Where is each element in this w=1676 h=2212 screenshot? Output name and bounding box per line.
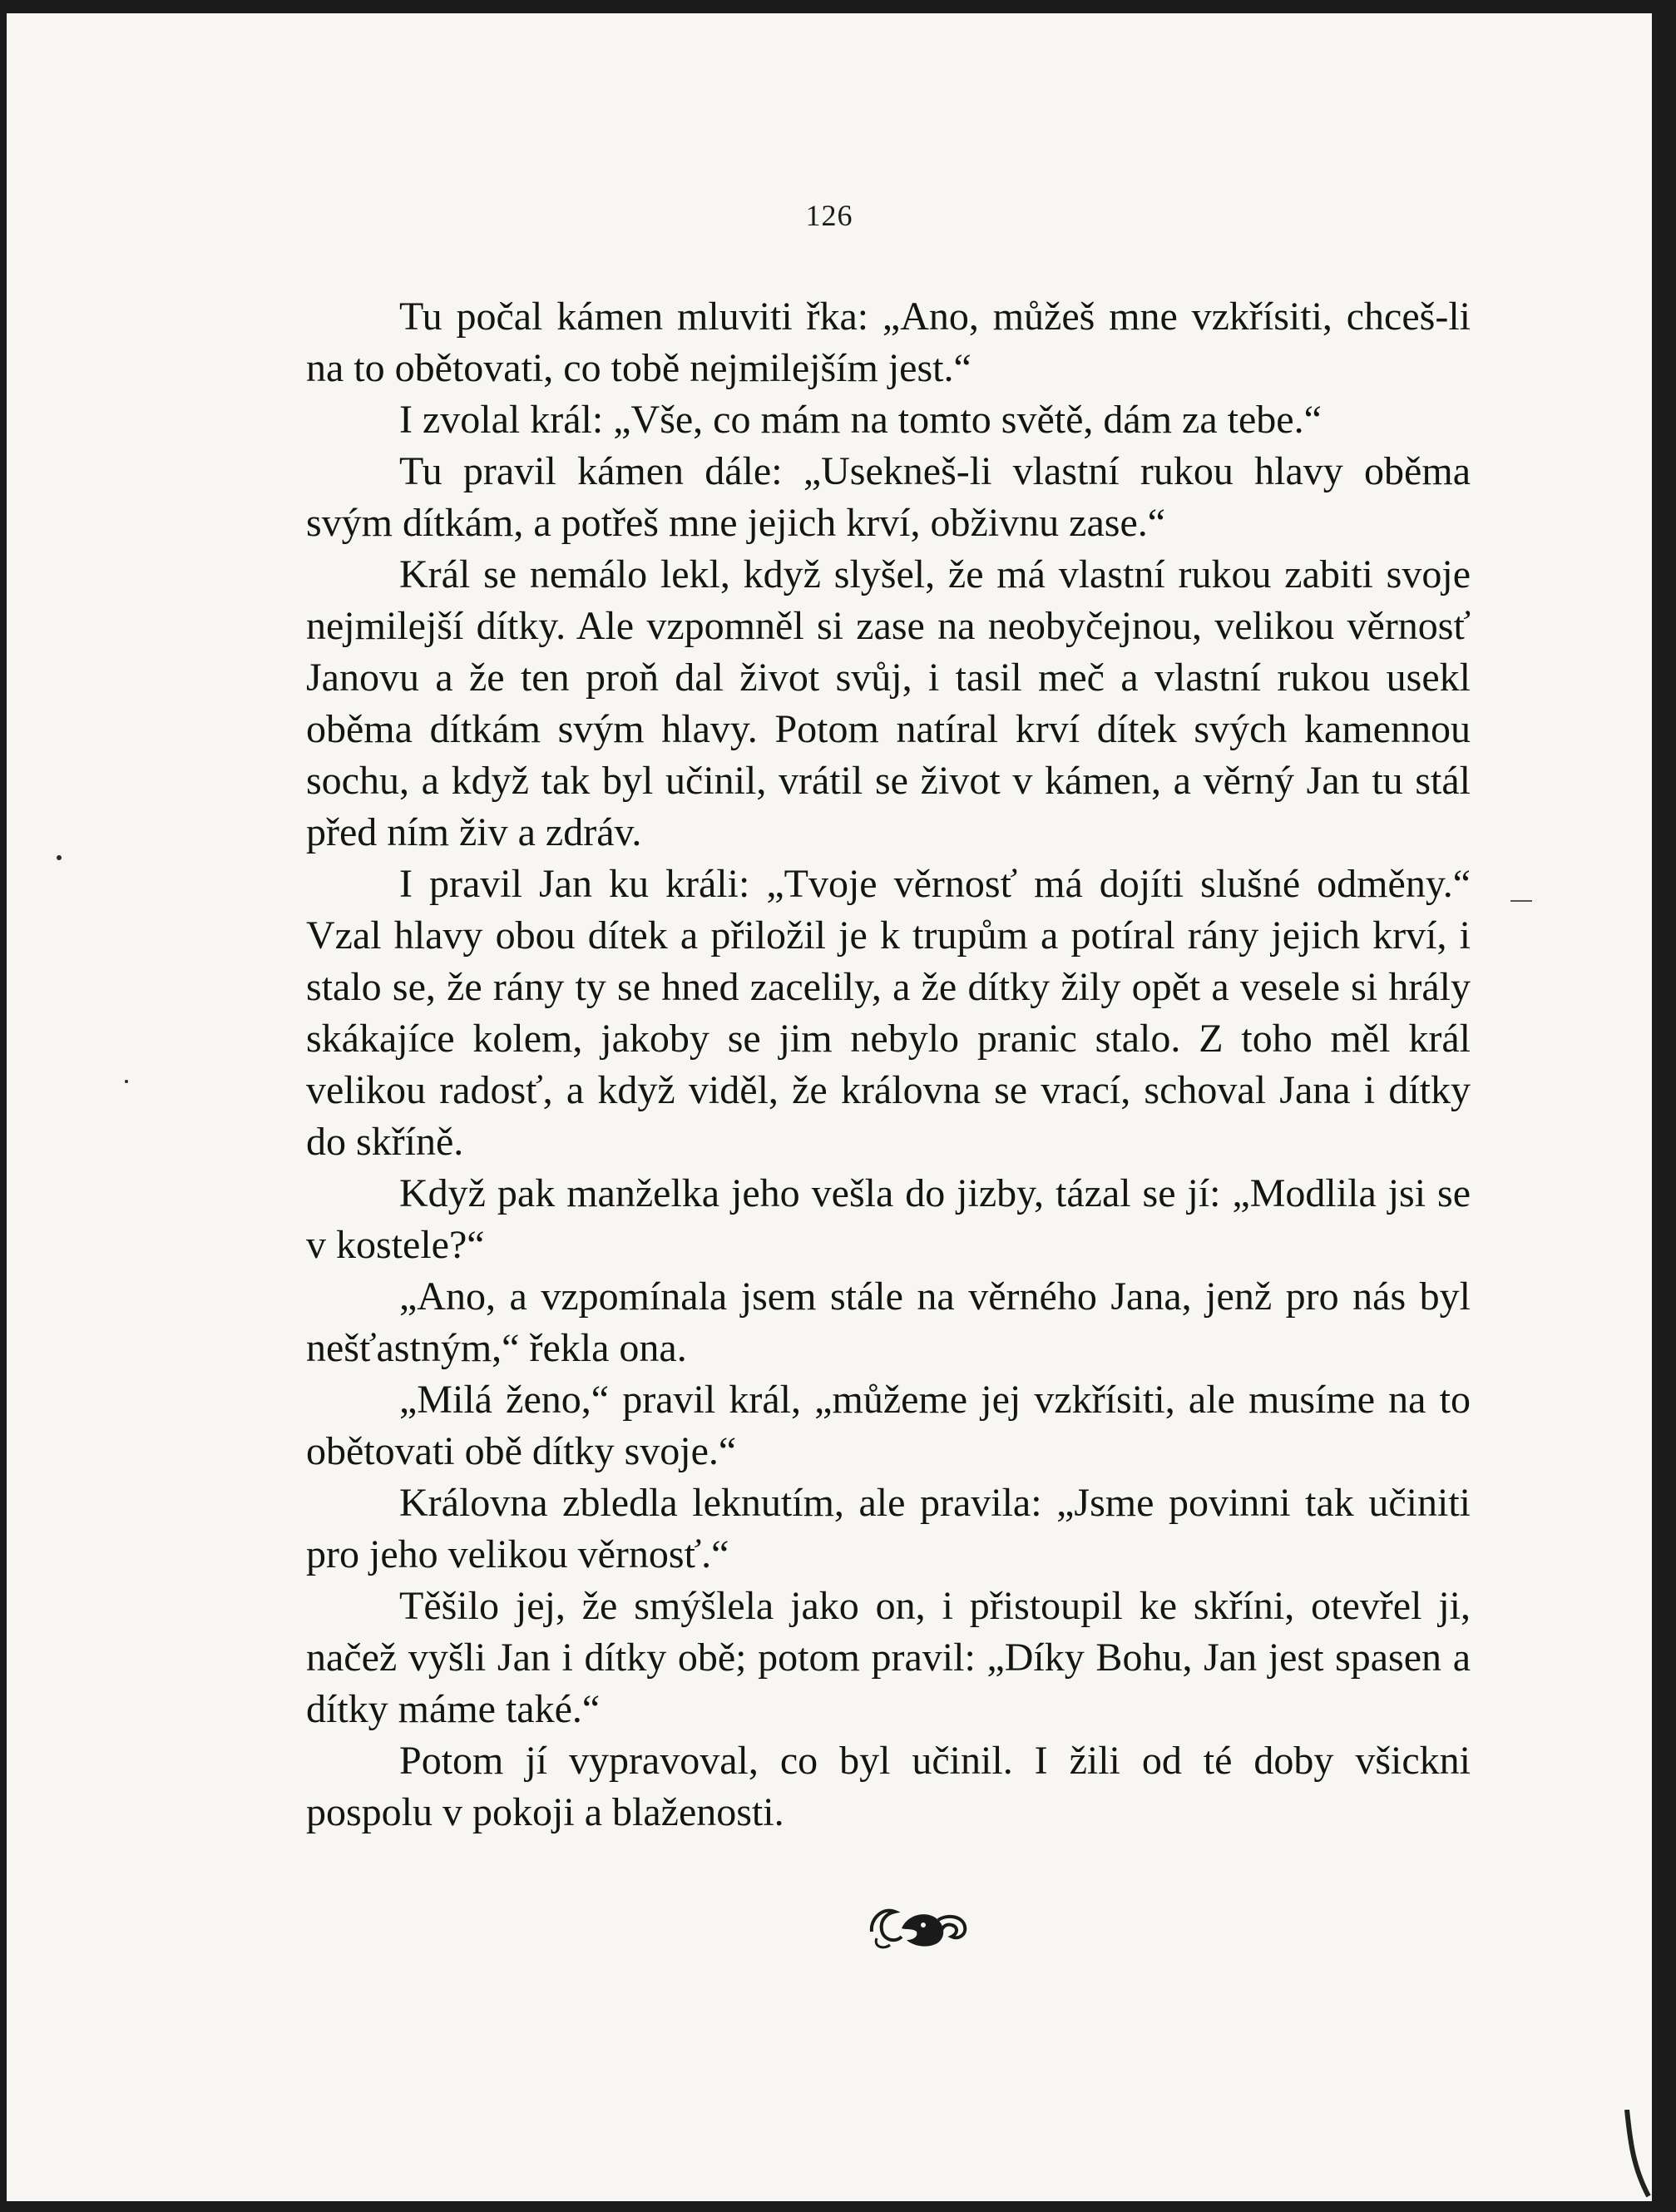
paragraph: I zvolal král: „Vše, co mám na tomto světě, dám za tebe.“ [399,398,1322,442]
scan-corner-mark [1602,2110,1652,2201]
paragraph: Královna zbledla leknutím, ale pravila: „Jsme povinni tak učiniti pro jeho velikou věrnosť.“ [306,1481,1471,1576]
margin-dash [1510,900,1532,902]
paragraph: Tu pravil kámen dále: „Usekneš-li vlastní rukou hlavy oběma svým dítkám, a potřeš mne jejich krví, obživnu zase.“ [306,449,1471,545]
scan-speck [57,855,62,860]
scan-speck [125,1080,128,1083]
paragraph: „Ano, a vzpomínala jsem stále na věrného Jana, jenž pro nás byl nešťastným,“ řekla ona. [306,1274,1471,1370]
paragraph: Tu počal kámen mluviti řka: „Ano, můžeš mne vzkřísiti, chceš-li na to obětovati, co tobě nejmilejším jest.“ [306,294,1471,390]
paragraph: Když pak manželka jeho vešla do jizby, tázal se jí: „Modlila jsi se v kostele?“ [306,1171,1471,1267]
paragraph: „Milá ženo,“ pravil král, „můžeme jej vzkřísiti, ale musíme na to obětovati obě dítky svoje.“ [306,1378,1471,1473]
paragraph: Těšilo jej, že smýšlela jako on, i přistoupil ke skříni, otevřel ji, načež vyšli Jan i dítky obě; potom pravil: „Díky Bohu, Jan jest spasen a dítky máme také.“ [306,1584,1471,1731]
paragraph: I pravil Jan ku králi: „Tvoje věrnosť má dojíti slušné odměny.“ Vzal hlavy obou dítek a přiložil je k trupům a potíral rány jejich krví, i stalo se, že rány ty se hned zacelily, a že dítky žily opět a vesele si hrály skákajíce kolem, jakoby se jim nebylo pranic stalo. Z toho měl král velikou radosť, a když viděl, že královna se vrací, schoval Jana i dítky do skříně. [306,862,1471,1164]
book-page [7,13,1652,2201]
paragraph: Král se nemálo lekl, když slyšel, že má vlastní rukou zabiti svoje nejmilejší dítky. Ale vzpomněl si zase na neobyčejnou, velikou věrnosť Janovu a že ten proň dal život svůj, i tasil meč a vlastní rukou usekl oběma dítkám svým hlavy. Potom natíral krví dítek svých kamennou sochu, a když tak byl učinil, vrátil se život v kámen, a věrný Jan tu stál před ním živ a zdráv. [306,552,1471,854]
floral-fleuron-icon [865,1895,973,1953]
paragraph: Potom jí vypravoval, co byl učinil. I žili od té doby všickni pospolu v pokoji a blaženosti. [306,1739,1471,1834]
page-number: 126 [805,199,853,232]
body-text [306,291,1471,1838]
